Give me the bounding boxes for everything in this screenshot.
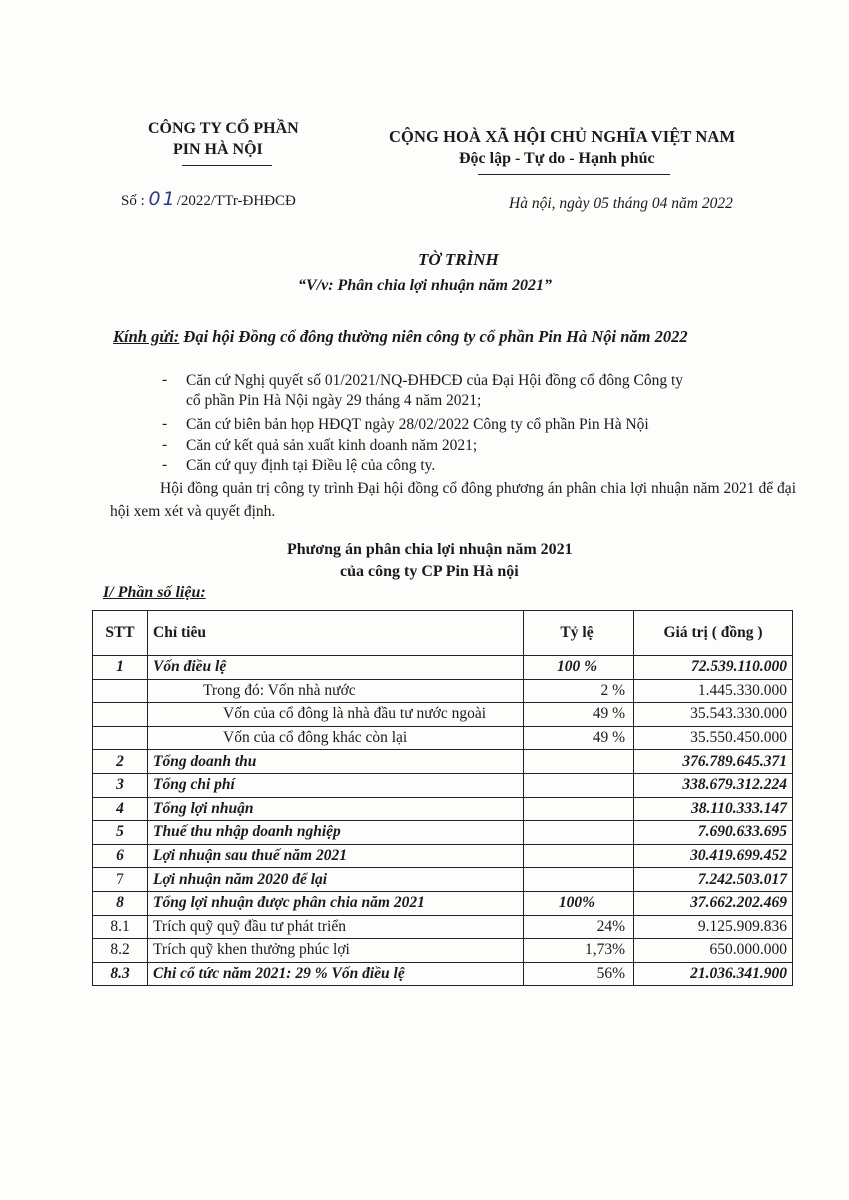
row-value: 9.125.909.836 [634, 915, 793, 939]
row-value: 21.036.341.900 [634, 962, 793, 986]
row-name: Vốn của cổ đông khác còn lại [148, 726, 524, 750]
table-row [93, 703, 793, 727]
row-rate: 49 % [524, 703, 634, 727]
header-rate: Tỷ lệ [524, 611, 634, 656]
bullet-3: Căn cứ kết quả sản xuất kinh doanh năm 2021; [186, 437, 478, 454]
row-stt: 2 [93, 750, 148, 774]
table-row [93, 656, 793, 680]
greeting-prefix: Kính gửi: [113, 327, 180, 346]
row-rate: 2 % [524, 679, 634, 703]
row-stt: 8.2 [93, 939, 148, 963]
row-name: Chi cổ tức năm 2021: 29 % Vốn điều lệ [148, 962, 524, 986]
bullet-1-line2: cổ phần Pin Hà Nội ngày 29 tháng 4 năm 2021; [186, 392, 482, 409]
plan-subtitle: của công ty CP Pin Hà nội [340, 563, 519, 580]
document-number-label: Số : [121, 193, 149, 209]
company-name-line1: CÔNG TY CỔ PHẦN [148, 120, 299, 137]
row-stt [93, 703, 148, 727]
document-subject: “V/v: Phân chia lợi nhuận năm 2021” [298, 277, 552, 294]
header-value: Giá trị ( đồng ) [634, 611, 793, 656]
table-row [93, 821, 793, 845]
bullet-dash: - [162, 371, 168, 388]
header-stt: STT [93, 611, 148, 656]
row-stt [93, 726, 148, 750]
row-stt [93, 679, 148, 703]
table-header-row [93, 611, 793, 656]
row-stt: 8 [93, 891, 148, 915]
row-name: Thuế thu nhập doanh nghiệp [148, 821, 524, 845]
row-stt: 7 [93, 868, 148, 892]
document-number-handwritten: 01 [148, 188, 177, 210]
table-row [93, 939, 793, 963]
table-row [93, 962, 793, 986]
row-rate [524, 797, 634, 821]
row-rate [524, 750, 634, 774]
bullet-dash: - [162, 415, 168, 432]
row-value: 7.242.503.017 [634, 868, 793, 892]
document-number [121, 188, 296, 210]
row-value: 1.445.330.000 [634, 679, 793, 703]
table-row [93, 773, 793, 797]
row-stt: 8.3 [93, 962, 148, 986]
row-rate [524, 773, 634, 797]
bullet-dash: - [162, 436, 168, 453]
row-name: Trong đó: Vốn nhà nước [148, 679, 524, 703]
row-rate: 49 % [524, 726, 634, 750]
row-name: Tổng doanh thu [148, 750, 524, 774]
table-row [93, 679, 793, 703]
row-rate: 24% [524, 915, 634, 939]
row-value: 35.550.450.000 [634, 726, 793, 750]
row-rate [524, 868, 634, 892]
row-rate [524, 821, 634, 845]
plan-title: Phương án phân chia lợi nhuận năm 2021 [287, 541, 573, 558]
row-stt: 8.1 [93, 915, 148, 939]
bullet-dash: - [162, 456, 168, 473]
intro-paragraph: Hội đồng quản trị công ty trình Đại hội đồng cổ đông phương án phân chia lợi nhuận năm 2021 để đại hội xem xét và quyết định. [110, 480, 796, 520]
row-rate: 1,73% [524, 939, 634, 963]
greeting [113, 327, 688, 347]
row-value: 7.690.633.695 [634, 821, 793, 845]
section-label: I/ Phần số liệu: [103, 584, 206, 601]
motto-divider [478, 174, 670, 175]
row-value: 376.789.645.371 [634, 750, 793, 774]
bullet-2: Căn cứ biên bản họp HĐQT ngày 28/02/2022 Công ty cổ phần Pin Hà Nội [186, 416, 649, 433]
table-row [93, 868, 793, 892]
national-motto: Độc lập - Tự do - Hạnh phúc [459, 150, 655, 167]
table-row [93, 844, 793, 868]
row-name: Tổng lợi nhuận [148, 797, 524, 821]
row-name: Tổng chi phí [148, 773, 524, 797]
document-date: Hà nội, ngày 05 tháng 04 năm 2022 [509, 195, 733, 212]
row-rate: 56% [524, 962, 634, 986]
row-rate: 100 % [524, 656, 634, 680]
document-number-suffix: /2022/TTr-ĐHĐCĐ [176, 193, 296, 209]
row-value: 35.543.330.000 [634, 703, 793, 727]
header-name: Chỉ tiêu [148, 611, 524, 656]
profit-table [92, 610, 793, 986]
row-name: Lợi nhuận năm 2020 để lại [148, 868, 524, 892]
row-stt: 1 [93, 656, 148, 680]
bullet-4: Căn cứ quy định tại Điều lệ của công ty. [186, 457, 436, 474]
row-stt: 3 [93, 773, 148, 797]
row-name: Tổng lợi nhuận được phân chia năm 2021 [148, 891, 524, 915]
greeting-text: Đại hội Đồng cổ đông thường niên công ty cổ phần Pin Hà Nội năm 2022 [179, 327, 688, 346]
row-rate [524, 844, 634, 868]
row-name: Lợi nhuận sau thuế năm 2021 [148, 844, 524, 868]
row-value: 338.679.312.224 [634, 773, 793, 797]
row-stt: 4 [93, 797, 148, 821]
row-rate: 100% [524, 891, 634, 915]
row-value: 650.000.000 [634, 939, 793, 963]
table-row [93, 797, 793, 821]
document-title: TỜ TRÌNH [418, 250, 499, 269]
table-row [93, 726, 793, 750]
row-name: Vốn điều lệ [148, 656, 524, 680]
table-row [93, 750, 793, 774]
row-value: 72.539.110.000 [634, 656, 793, 680]
row-value: 38.110.333.147 [634, 797, 793, 821]
bullet-1-line1: Căn cứ Nghị quyết số 01/2021/NQ-ĐHĐCĐ của Đại Hội đồng cổ đông Công ty [186, 372, 684, 389]
row-name: Trích quỹ khen thưởng phúc lợi [148, 939, 524, 963]
row-stt: 5 [93, 821, 148, 845]
company-divider [182, 165, 272, 166]
table-row [93, 915, 793, 939]
row-name: Vốn của cổ đông là nhà đầu tư nước ngoài [148, 703, 524, 727]
row-value: 37.662.202.469 [634, 891, 793, 915]
nation-title: CỘNG HOÀ XÃ HỘI CHỦ NGHĨA VIỆT NAM [389, 127, 736, 146]
table-row [93, 891, 793, 915]
row-value: 30.419.699.452 [634, 844, 793, 868]
row-name: Trích quỹ quỹ đầu tư phát triển [148, 915, 524, 939]
company-name-line2: PIN HÀ NỘI [173, 141, 263, 158]
row-stt: 6 [93, 844, 148, 868]
